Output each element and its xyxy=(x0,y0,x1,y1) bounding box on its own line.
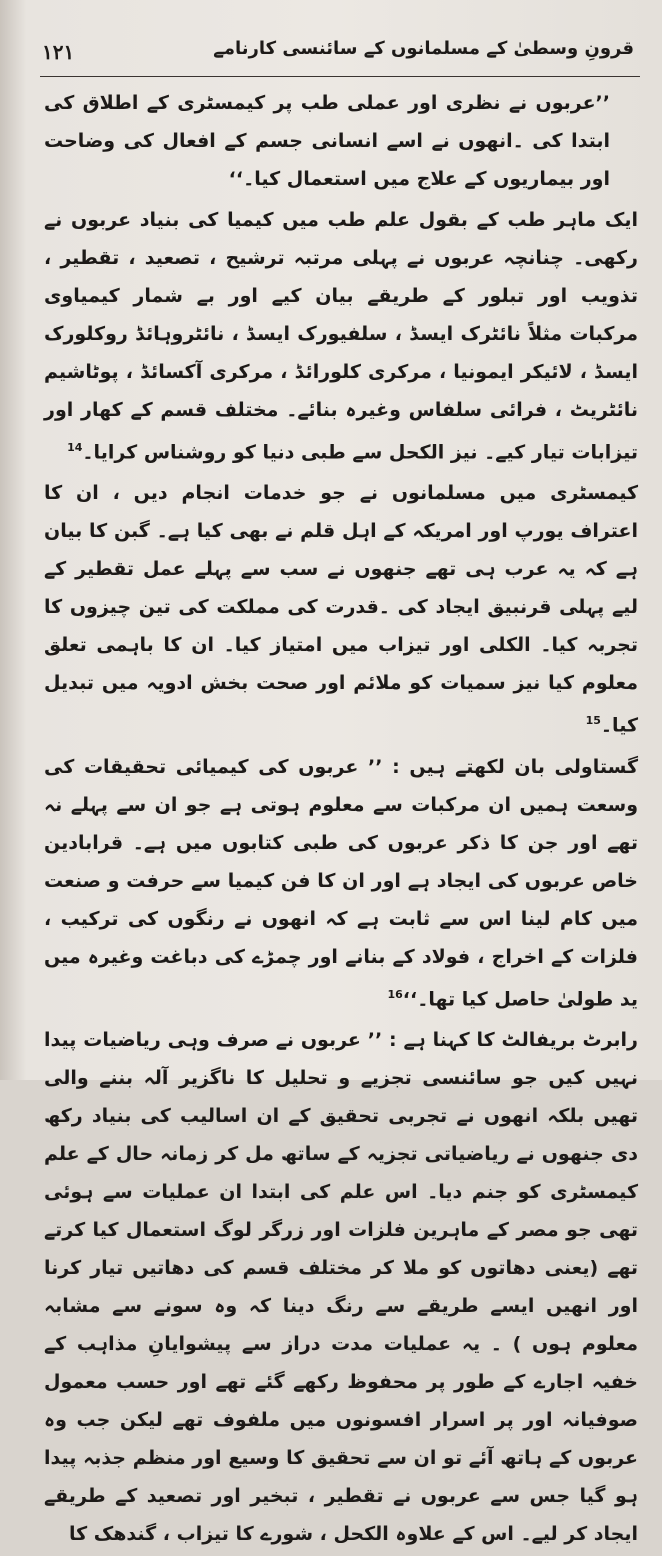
paragraph xyxy=(44,748,638,1018)
paragraph-text: کیمسٹری میں مسلمانوں نے جو خدمات انجام دیں ، ان کا اعتراف یورپ اور امریکہ کے اہل قلم نے بھی کیا ہے۔ گبن کا بیان ہے کہ یہ عرب ہی تھے جنھوں نے سب سے پہلے عمل تقطیر کے لیے پہلی قرنبیق ایجاد کی ۔قدرت کی مملکت کی تین چیزوں کا تجربہ کیا۔ الکلی اور تیزاب میں امتیاز کیا۔ ان کا باہمی تعلق معلوم کیا نیز سمیات کو ملائم اور صحت بخش ادویہ میں تبدیل کیا۔ xyxy=(44,482,638,737)
body-text xyxy=(44,84,638,1556)
paragraph xyxy=(44,201,638,471)
paragraph-text: رابرٹ بریفالٹ کا کہنا ہے : ’’ عربوں نے صرف وہی ریاضیات پیدا نہیں کیں جو سائنسی تجزیے و تحلیل کا ناگزیر آلہ بننے والی تھیں بلکہ انھوں نے تجربی تحقیق کے ان اسالیب کی بنیاد رکھ دی جنھوں نے ریاضیاتی تجزیہ کے ساتھ مل کر زمانہ حال کے علم کیمسٹری کو جنم دیا۔ اس علم کی ابتدا ان عملیات سے ہوئی تھی جو مصر کے ماہرین فلزات اور زرگر لوگ استعمال کیا کرتے تھے (یعنی دھاتوں کو ملا کر مختلف قسم کی دھاتیں تیار کرنا اور انھیں ایسے طریقے سے رنگ دینا کہ وہ سونے سے مشابہ معلوم ہوں ) ۔ یہ عملیات مدت دراز سے پیشوایانِ مذاہب کے خفیہ اجارے کے طور پر محفوظ رکھے گئے تھے اور حسب معمول صوفیانہ اور پر اسرار افسونوں میں ملفوف تھے لیکن جب وہ عربوں کے ہاتھ آئے تو ان سے تحقیق کا وسیع اور منظم جذبہ پیدا ہو گیا جس سے عربوں نے تقطیر ، تبخیر اور تصعید کے طریقے ایجاد کر لیے۔ اس کے علاوہ الکحل ، شورے کا تیزاب ، گندھک کا xyxy=(44,1028,638,1545)
footnote-reference[interactable]: 15 xyxy=(585,714,601,728)
running-title: قرونِ وسطیٰ کے مسلمانوں کے سائنسی کارنامے xyxy=(213,38,634,59)
footnote-reference[interactable]: 14 xyxy=(67,441,83,454)
paragraph xyxy=(44,474,638,744)
quote-paragraph xyxy=(44,84,638,198)
paragraph-text: ’’عربوں نے نظری اور عملی طب پر کیمسٹری کے اطلاق کی ابتدا کی ۔انھوں نے اسے انسانی جسم کے افعال کی وضاحت اور بیماریوں کے علاج میں استعمال کیا۔‘‘ xyxy=(44,92,610,190)
footnote-reference[interactable]: 16 xyxy=(387,987,403,1001)
page-header xyxy=(40,32,640,77)
page-number: ۱۲۱ xyxy=(42,40,75,64)
paragraph-text: گستاولی بان لکھتے ہیں : ’’ عربوں کی کیمیائی تحقیقات کی وسعت ہمیں ان مرکبات سے معلوم ہوتی ہے جو ان سے پہلے نہ تھے اور جن کا ذکر عربوں کی طبی کتابوں میں ہے۔ قرابادین خاص عربوں کی ایجاد ہے اور ان کا فن کیمیا سے حرفت و صنعت میں کام لینا اس سے ثابت ہے کہ انھوں نے رنگوں کی ترکیب ، فلزات کے اخراج ، فولاد کے بنانے اور چمڑے کی دباغت وغیرہ میں ید طولیٰ حاصل کیا تھا۔‘‘ xyxy=(44,755,638,1010)
paragraph xyxy=(44,1021,638,1553)
paragraph-text: ایک ماہر طب کے بقول علم طب میں کیمیا کی بنیاد عربوں نے رکھی۔ چنانچہ عربوں نے پہلی مرتبہ ترشیح ، تصعید ، تقطیر ، تذویب اور تبلور کے طریقے بیان کیے اور بے شمار کیمیاوی مرکبات مثلاً نائٹرک ایسڈ ، سلفیورک ایسڈ ، نائٹروہائڈ روکلورک ایسڈ ، لائیکر ایمونیا ، مرکری کلورائڈ ، مرکری آکسائڈ ، پوٹاشیم نائٹریٹ ، فرائی سلفاس وغیرہ بنائے۔ مختلف قسم کے کھار اور تیزابات تیار کیے۔ نیز الکحل سے طبی دنیا کو روشناس کرایا۔ xyxy=(44,209,638,464)
